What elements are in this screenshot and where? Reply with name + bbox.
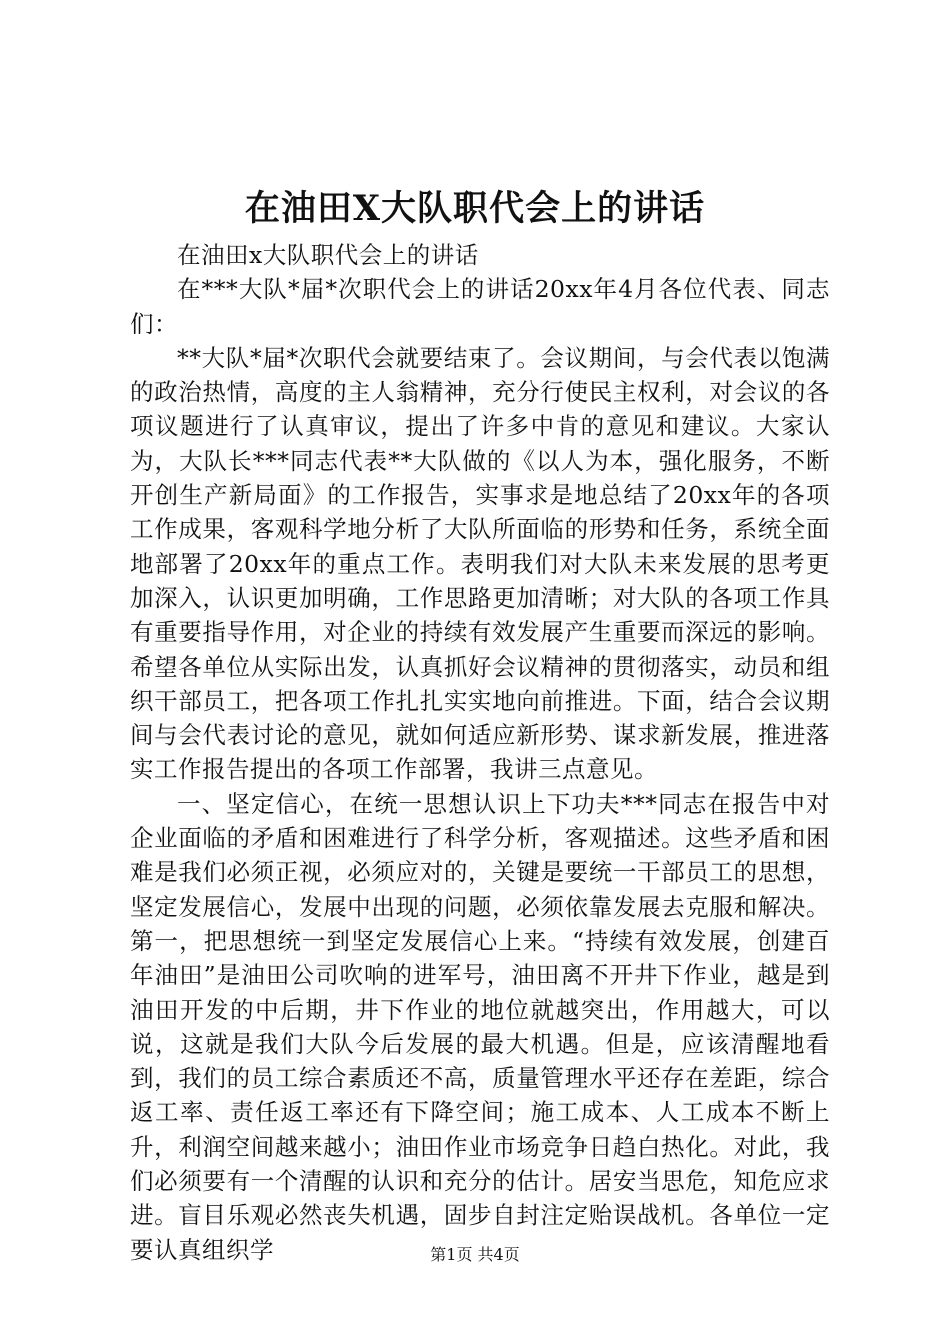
subtitle-paragraph: 在油田x大队职代会上的讲话	[177, 241, 479, 269]
body-paragraph: **大队*届*次职代会就要结束了。会议期间，与会代表以饱满的政治热情，高度的主人翁精神，充分行使民主权利，对会议的各项议题进行了认真审议，提出了许多中肯的意见和建议。大家认为，大队长***同志代表**大队做的《以人为本，强化服务，不断开创生产新局面》的工作报告，实事求是地总结了20xx年的各项工作成果，客观科学地分析了大队所面临的形势和任务，系统全面地部署了20xx年的重点工作。表明我们对大队未来发展的思考更加深入，认识更加明确，工作思路更加清晰；对大队的各项工作具有重要指导作用，对企业的持续有效发展产生重要而深远的影响。希望各单位从实际出发，认真抓好会议精神的贯彻落实，动员和组织干部员工，把各项工作扎扎实实地向前推进。下面，结合会议期间与会代表讨论的意见，就如何适应新形势、谋求新发展，推进落实工作报告提出的各项工作部署，我讲三点意见。	[130, 343, 830, 784]
document-title: 在油田X大队职代会上的讲话	[244, 188, 706, 229]
document-body	[130, 238, 830, 1267]
salutation-paragraph: 在***大队*届*次职代会上的讲话20xx年4月各位代表、同志们：	[130, 275, 830, 338]
page-footer: 第1页 共4页	[430, 1245, 520, 1264]
body-paragraph: 一、坚定信心，在统一思想认识上下功夫***同志在报告中对企业面临的矛盾和困难进行了科学分析，客观描述。这些矛盾和困难是我们必须正视，必须应对的，关键是要统一干部员工的思想，坚定发展信心，发展中出现的问题，必须依靠发展去克服和解决。第一，把思想统一到坚定发展信心上来。“持续有效发展，创建百年油田”是油田公司吹响的进军号，油田离不开井下作业，越是到油田开发的中后期，井下作业的地位就越突出，作用越大，可以说，这就是我们大队今后发展的最大机遇。但是，应该清醒地看到，我们的员工综合素质还不高，质量管理水平还存在差距，综合返工率、责任返工率还有下降空间；施工成本、人工成本不断上升，利润空间越来越小；油田作业市场竞争日趋白热化。对此，我们必须要有一个清醒的认识和充分的估计。居安当思危，知危应求进。盲目乐观必然丧失机遇，固步自封注定贻误战机。各单位一定要认真组织学	[130, 789, 830, 1264]
